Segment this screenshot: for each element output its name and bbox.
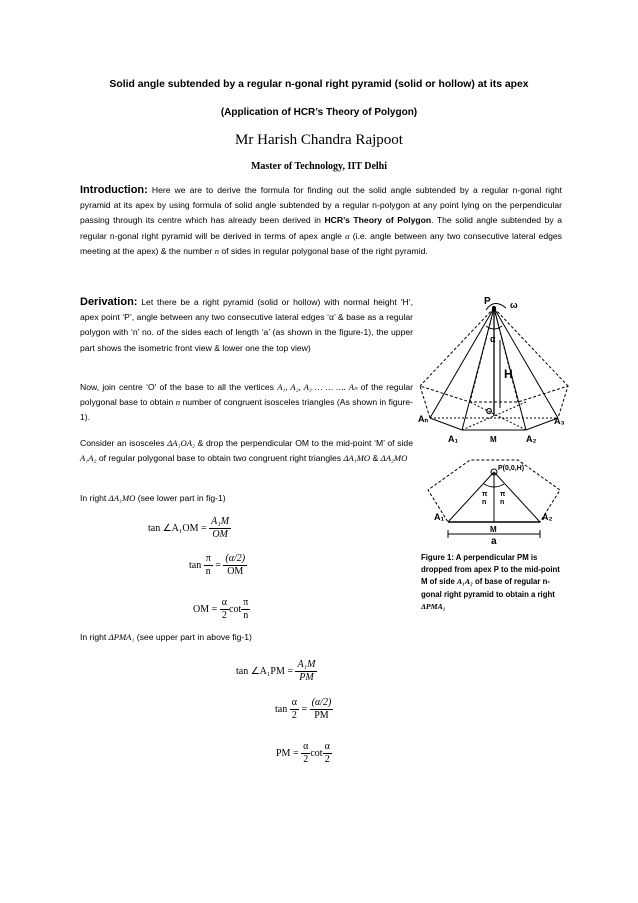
p5-text-b: (see upper part in above fig-1) [134,632,252,642]
label-n-right: n [500,499,505,506]
caption-text-b: of base of regular n-gonal right pyramid to obtain a right [421,577,555,599]
equation-6 [276,741,332,766]
caption-text-a: Figure 1: A perpendicular PM is dropped from apex P to the mid-point M of side [421,553,560,587]
eq5-num: (α/2) [311,697,332,708]
label-a3: A₃ [554,416,565,426]
p3-triangle-1: ΔA₁OA₂ [167,438,195,448]
intro-text-c: (i.e. angle between any two consecutive lateral edges meeting at the apex) & the number [80,230,562,256]
derivation-heading: Derivation: [80,296,138,308]
p2-text-b: of the regular polygonal base to obtain [80,382,413,408]
p4-triangle: ΔA₁MO [108,493,136,503]
label-o: O [486,407,493,416]
eq1-lhs: tan ∠A₁OM = [148,522,207,534]
label-m-lower: M [490,525,497,534]
equation-5: tan $\frac{\alpha}{2}$ = $\frac{(\alpha/2)}{PM}$ [275,697,332,721]
p5-triangle: ΔPMA₁ [108,632,135,642]
derivation-p1 [80,295,413,356]
caption-triangle: ΔPMA₁ [421,601,446,611]
label-pi-right: π [500,491,506,498]
paper-subtitle: (Application of HCR’s Theory of Polygon) [220,107,418,118]
derivation-p5 [80,630,413,645]
eq2-lhs-num: π [205,553,211,564]
apex-point [492,306,496,310]
equation-4 [236,659,317,684]
eq6-cot: cot [310,747,323,759]
p3-text-d: & [370,453,381,464]
eq5-tan: tan [275,703,288,715]
label-pi-left: π [482,491,488,498]
eq3-den2: n [243,610,249,621]
eq2-den: OM [227,566,244,577]
p3-text-b: & drop the perpendicular OM to the mid-point ‘M’ of side [194,438,413,448]
author-affiliation: Master of Technology, IIT Delhi [250,161,388,172]
label-m-upper: M [490,435,497,444]
eq3-cot: cot [229,603,242,615]
dashed-edge-left [420,308,494,386]
eq1-den: OM [212,529,228,540]
p5-text-a: In right [80,632,109,642]
derivation-p1-text: Let there be a right pyramid (solid or hollow) with normal height ‘H’, apex point ‘P’, angle between any two consecutive lateral edges ‘α’ & base as a regular polygon with ‘n’ no. of the sides each of length ‘a’ (as shown in the figure-1), the upper part shows the isometric front view & lower one the top view) [80,297,413,353]
derivation-p2 [80,380,413,426]
label-n-left: n [482,499,487,506]
eq2-tan: tan [189,559,202,571]
p2-vertices: A₁, A₂, A₃ … … …. Aₙ [277,382,358,392]
p3-triangle-2: ΔA₁MO [343,453,371,464]
eq4-num: A₁M [297,659,316,670]
intro-heading: Introduction: [80,184,148,196]
eq6-num2: α [324,741,330,752]
p3-text-c: of regular polygonal base to obtain two congruent right triangles [96,453,344,464]
edge-p-a3 [494,308,558,418]
intro-n: n [214,245,220,256]
p3-text-a: Consider an isosceles [80,438,168,448]
label-p: P [484,296,491,307]
eq6-num: α [303,741,309,752]
label-an: Aₙ [418,414,429,424]
eq1-num: A₁M [211,516,230,527]
equation-3 [193,597,250,622]
eq6-den: 2 [303,754,309,765]
label-h: H [504,367,513,381]
eq4-lhs: tan ∠A₁PM = [236,665,293,677]
eq3-lhs: OM = [193,603,218,615]
eq6-den2: 2 [324,754,330,765]
eq3-den: 2 [221,610,227,621]
figure-1-pyramid [418,290,570,545]
label-a2-lower: A₂ [542,512,553,522]
eq5-lhs-den: 2 [291,710,297,721]
derivation-p4 [80,491,413,506]
paper-title: Solid angle subtended by a regular n-gonal right pyramid (solid or hollow) at its apex [109,79,529,90]
eq2-num: (α/2) [225,553,246,564]
eq6-lhs: PM = [276,747,299,759]
intro-paragraph [80,183,562,259]
p4-text-a: In right [80,493,109,503]
label-a1-upper: A₁ [448,434,459,444]
p4-text-b: (see lower part in fig-1) [135,493,226,503]
caption-side: A₁A₂ [456,577,473,587]
p2-text-c: number of congruent isosceles triangles (As shown in figure-1). [80,397,413,423]
label-a: a [491,536,497,545]
eq3-num: α [221,597,228,608]
base-front-edges [430,418,558,430]
label-p00h: P(0,0,H) [498,465,525,472]
intro-alpha: α [345,230,350,241]
eq4-den: PM [299,672,314,683]
label-a2-upper: A₂ [526,434,537,444]
intro-text-d: of sides in regular polygonal base of the right pyramid. [219,245,428,256]
equation-2: tan $\frac{\pi}{n}$ = $\frac{(\alpha/2)}{OM}$ [189,553,246,577]
intro-text-a: Here we are to derive the formula for finding out the solid angle subtended by a regular n-gonal right pyramid at its apex by using formula of solid angle subtended by a regular n-polygon at any point lying on the perpendicular passing through its centre which has already been derived in [80,185,562,226]
eq2-lhs-den: n [205,566,211,577]
derivation-p3 [80,436,413,466]
p3-side: A₁A₂ [80,453,97,464]
eq5-den: PM [314,710,329,721]
p3-triangle-3: ΔA₂MO [380,453,408,464]
p2-text-a: Now, join centre ‘O’ of the base to all the vertices [80,382,278,392]
label-a1-lower: A₁ [434,512,445,522]
intro-bold-theory: HCR’s Theory of Polygon [324,215,432,226]
eq3-num2: π [243,597,249,608]
intro-text-b: . The solid angle subtended by a regular n-gonal right pyramid will be derived in terms of apex angle [80,215,562,241]
label-alpha: α [490,334,496,344]
equation-1 [148,516,231,541]
p2-n: n [175,397,181,408]
eq5-lhs-num: α [291,697,297,708]
author-name: Mr Harish Chandra Rajpoot [235,132,403,148]
figure-1-caption [421,552,564,613]
label-omega: ω [510,300,518,310]
